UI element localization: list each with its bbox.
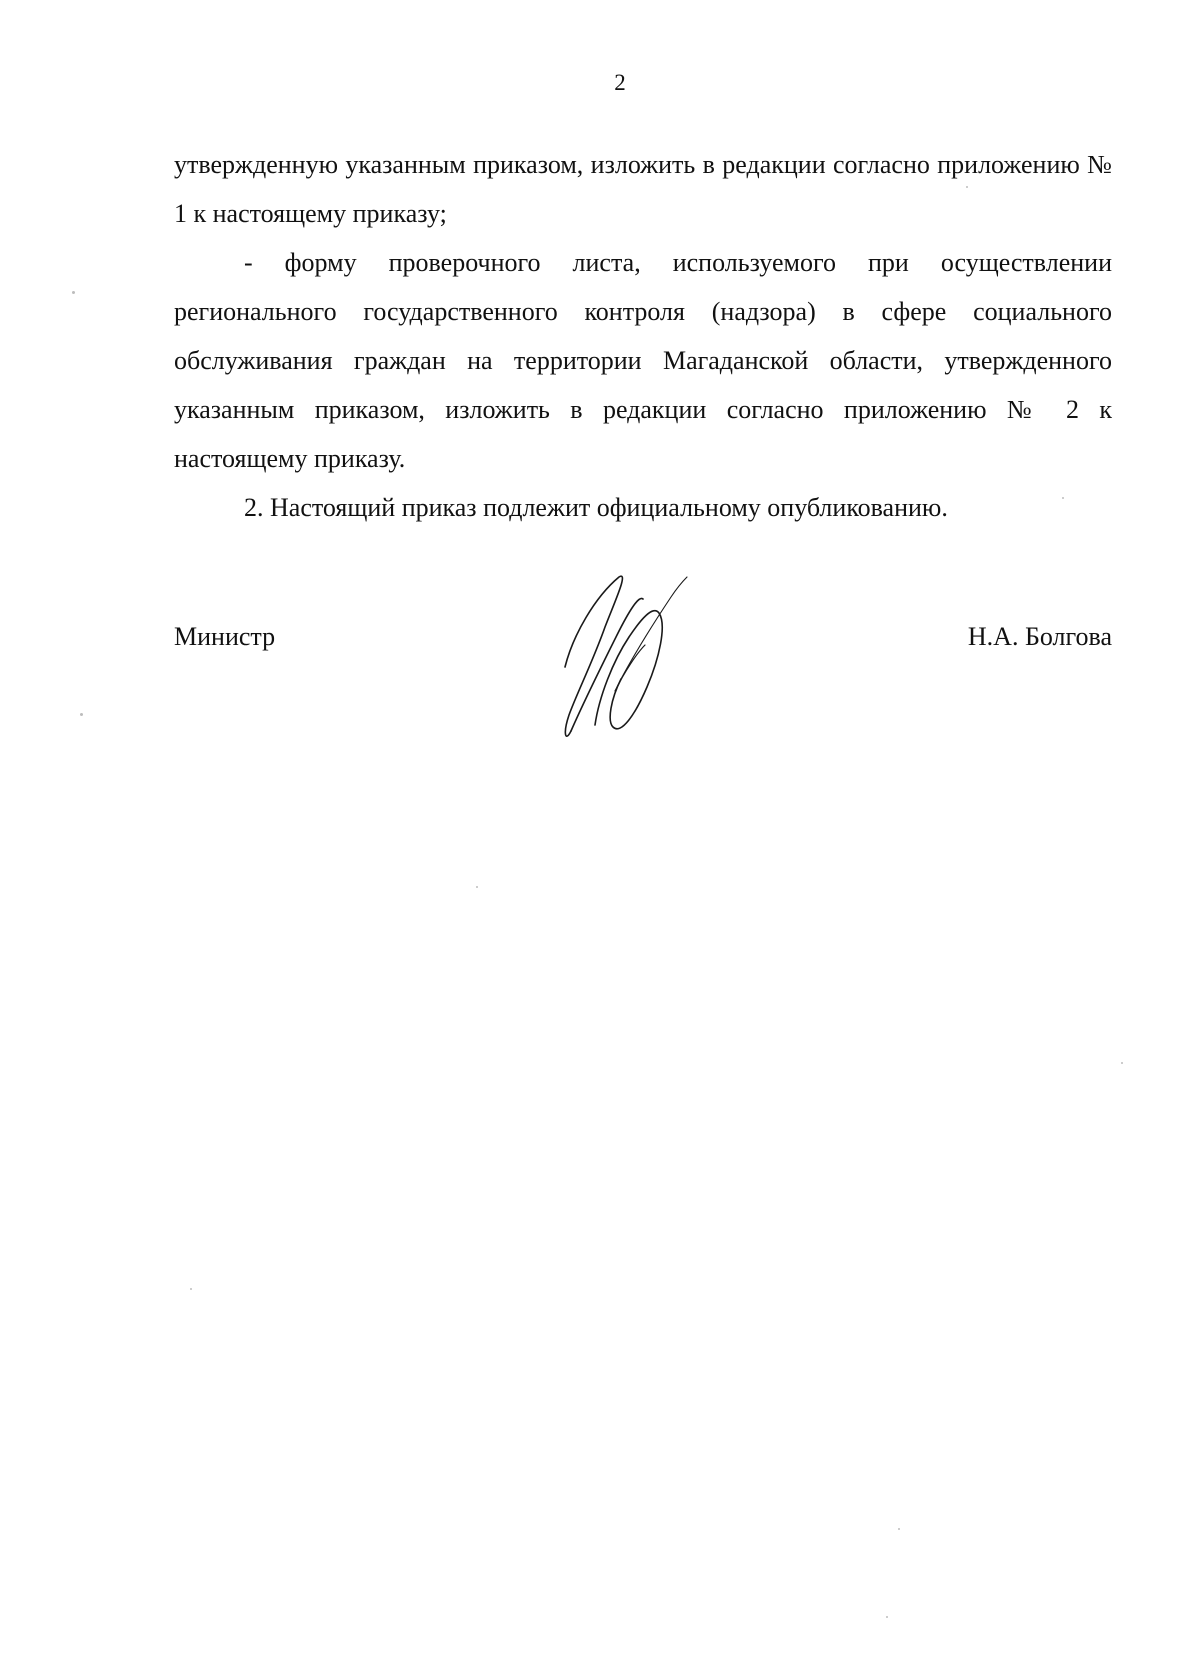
scan-speck xyxy=(190,1288,192,1290)
signatory-name: Н.А. Болгова xyxy=(967,622,1112,651)
scan-speck xyxy=(966,186,968,188)
scan-speck xyxy=(72,291,75,294)
document-body xyxy=(174,140,1112,532)
signatory-role: Министр xyxy=(174,622,276,651)
page-number: 2 xyxy=(614,70,626,95)
scan-speck xyxy=(898,1528,900,1530)
scan-speck xyxy=(1062,497,1064,499)
scan-speck xyxy=(1121,1062,1123,1064)
scan-speck xyxy=(476,886,478,888)
paragraph-checklist-form: - форму проверочного листа, используемого при осуществлении регионального государственного контроля (надзора) в сфере социального обслуживания граждан на территории Магаданской области, утвержденного указанным приказом, изложить в редакции согласно приложению № 2 к настоящему приказу. xyxy=(174,248,1112,473)
handwritten-signature xyxy=(555,575,715,755)
scan-speck xyxy=(80,713,83,716)
scan-speck xyxy=(886,1616,888,1618)
paragraph-publication: 2. Настоящий приказ подлежит официальному опубликованию. xyxy=(244,493,948,522)
paragraph-continuation: утвержденную указанным приказом, изложить в редакции согласно приложению № 1 к настоящему приказу; xyxy=(174,150,1112,228)
